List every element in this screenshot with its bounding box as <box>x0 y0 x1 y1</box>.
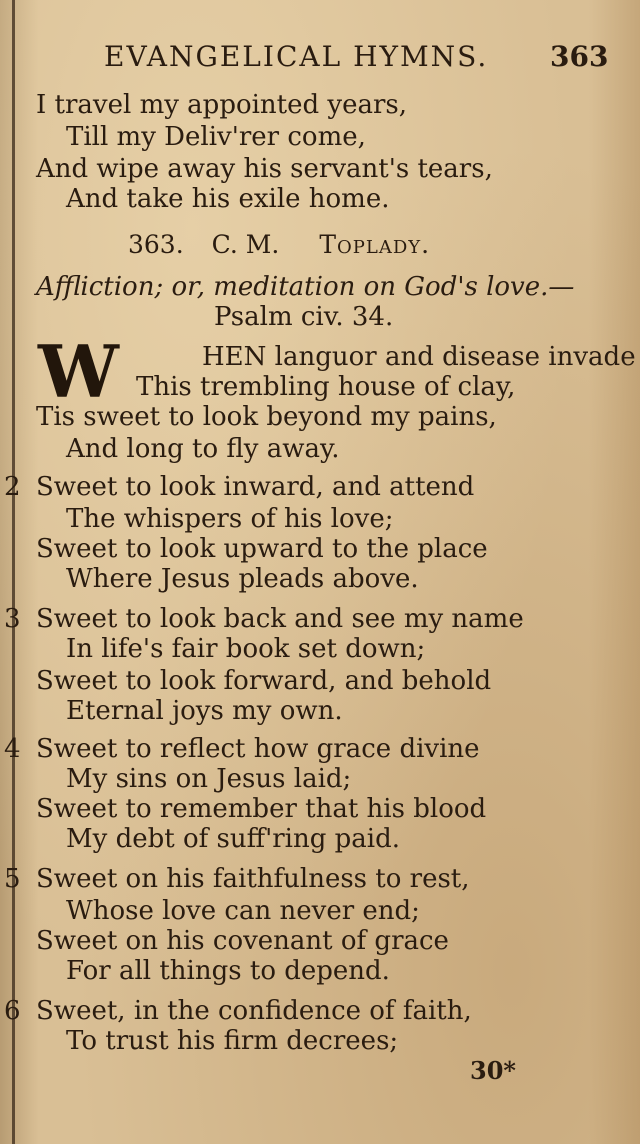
stanza4-line-1: Sweet to reflect how grace divine <box>36 734 480 764</box>
running-header: EVANGELICAL HYMNS. <box>104 40 489 73</box>
stanza1-line-1: HEN languor and disease invade <box>202 342 636 372</box>
stanza4-line-4: My debt of suff'ring paid. <box>66 824 400 854</box>
hymn-number: 363. <box>128 230 184 259</box>
stanza4-line-3: Sweet to remember that his blood <box>36 794 487 824</box>
hymn-author: Toplady. <box>319 230 431 259</box>
stanza2-line-1: Sweet to look inward, and attend <box>36 472 475 502</box>
stanza5-line-2: Whose love can never end; <box>66 896 420 926</box>
stanza-number: 3 <box>4 604 21 634</box>
stanza2-line-4: Where Jesus pleads above. <box>66 564 419 594</box>
stanza-number: 5 <box>4 864 21 894</box>
page-number: 363 <box>550 40 609 73</box>
stanza5-line-1: Sweet on his faithfulness to rest, <box>36 864 470 894</box>
drop-cap: W <box>38 329 119 414</box>
signature-mark: 30* <box>470 1056 516 1085</box>
stanza3-line-3: Sweet to look forward, and behold <box>36 666 492 696</box>
stanza2-line-3: Sweet to look upward to the place <box>36 534 488 564</box>
stanza4-line-2: My sins on Jesus laid; <box>66 764 352 794</box>
hymn-meter: C. M. <box>211 230 280 259</box>
opening-line-4: And take his exile home. <box>66 184 390 214</box>
stanza-number: 2 <box>4 472 21 502</box>
stanza5-line-3: Sweet on his covenant of grace <box>36 926 449 956</box>
scripture-reference: Psalm civ. 34. <box>214 302 394 332</box>
stanza6-line-2: To trust his firm decrees; <box>66 1026 399 1056</box>
stanza2-line-2: The whispers of his love; <box>66 504 394 534</box>
opening-line-2: Till my Deliv'rer come, <box>66 122 366 152</box>
stanza3-line-4: Eternal joys my own. <box>66 696 343 726</box>
stanza3-line-1: Sweet to look back and see my name <box>36 604 524 634</box>
opening-line-3: And wipe away his servant's tears, <box>36 154 493 184</box>
stanza1-line-3: Tis sweet to look beyond my pains, <box>36 402 497 432</box>
opening-line-1: I travel my appointed years, <box>36 90 408 120</box>
stanza1-line-2: This trembling house of clay, <box>136 372 516 402</box>
stanza1-line-4: And long to fly away. <box>66 434 340 464</box>
binding-edge <box>12 0 15 1144</box>
stanza-number: 6 <box>4 996 21 1026</box>
stanza6-line-1: Sweet, in the confidence of faith, <box>36 996 472 1026</box>
stanza5-line-4: For all things to depend. <box>66 956 390 986</box>
hymn-heading <box>128 230 430 260</box>
stanza-number: 4 <box>4 734 21 764</box>
hymn-subject: Affliction; or, meditation on God's love.— <box>36 272 575 302</box>
stanza3-line-2: In life's fair book set down; <box>66 634 426 664</box>
